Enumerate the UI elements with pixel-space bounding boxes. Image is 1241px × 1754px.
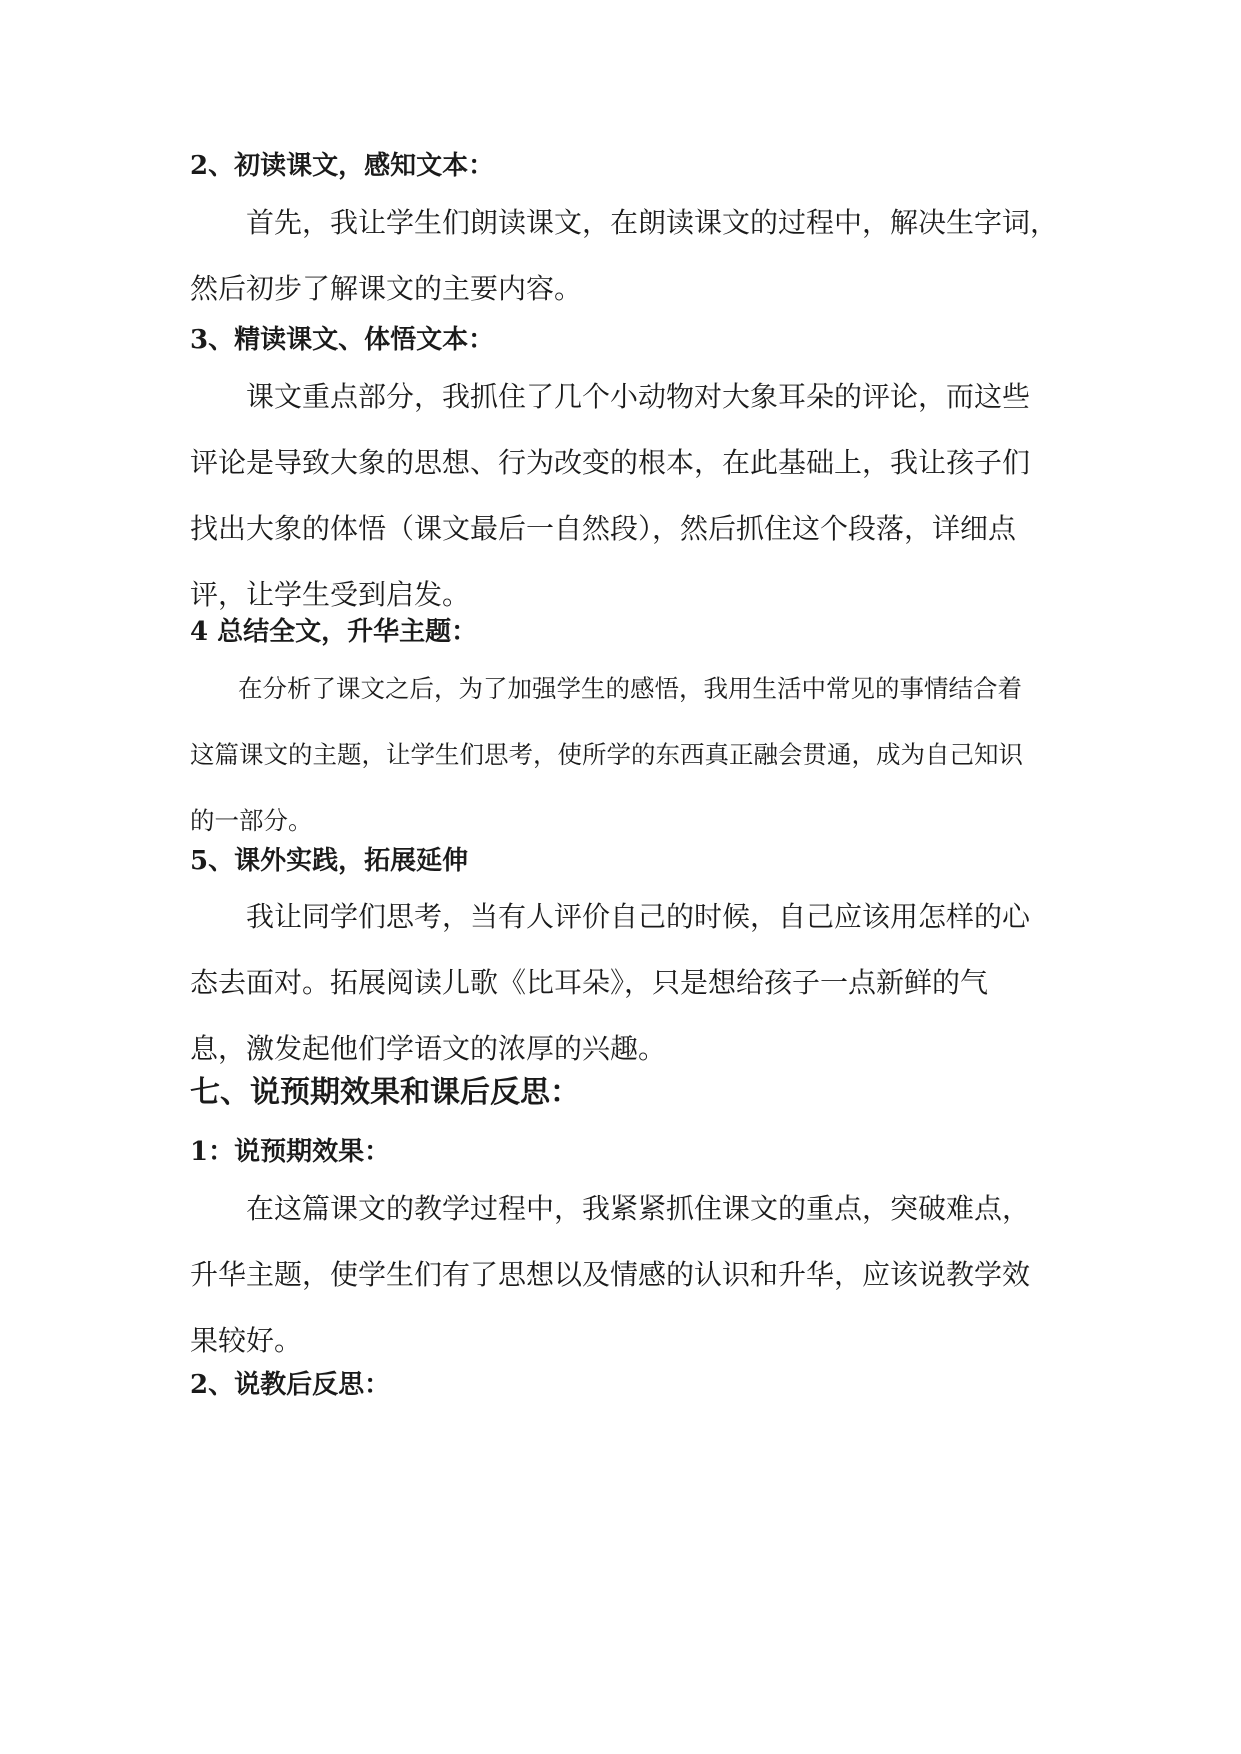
section-heading: 5、课外实践，拓展延伸	[190, 846, 469, 876]
paragraph-line: 我让同学们思考，当有人评价自己的时候，自己应该用怎样的心	[246, 900, 1031, 933]
paragraph-line: 果较好。	[190, 1324, 303, 1357]
section-heading: 1：说预期效果：	[190, 1137, 391, 1167]
paragraph-line: 首先，我让学生们朗读课文，在朗读课文的过程中，解决生字词，	[246, 206, 1059, 239]
chapter-heading: 七、说预期效果和课后反思：	[190, 1075, 580, 1110]
paragraph-line: 息，激发起他们学语文的浓厚的兴趣。	[190, 1032, 667, 1065]
paragraph	[190, 190, 1060, 322]
paragraph	[190, 1176, 1060, 1374]
section-heading: 4 总结全文，升华主题：	[190, 617, 478, 647]
paragraph	[190, 364, 1060, 628]
paragraph-line: 的一部分。	[190, 806, 313, 835]
section-heading: 2、说教后反思：	[190, 1370, 391, 1400]
paragraph	[190, 884, 1060, 1082]
paragraph-line: 在这篇课文的教学过程中，我紧紧抓住课文的重点，突破难点，	[246, 1192, 1031, 1225]
paragraph-line: 在分析了课文之后，为了加强学生的感悟，我用生活中常见的事情结合着	[238, 674, 1022, 703]
paragraph-line: 这篇课文的主题，让学生们思考，使所学的东西真正融会贯通，成为自己知识	[190, 740, 1023, 769]
paragraph-line: 找出大象的体悟（课文最后一自然段），然后抓住这个段落，详细点	[190, 512, 1017, 545]
paragraph-line: 课文重点部分，我抓住了几个小动物对大象耳朵的评论，而这些	[246, 380, 1031, 413]
section-heading: 3、精读课文、体悟文本：	[190, 325, 495, 355]
paragraph-line: 态去面对。拓展阅读儿歌《比耳朵》，只是想给孩子一点新鲜的气	[190, 966, 989, 999]
section-heading: 2、初读课文，感知文本：	[190, 151, 495, 181]
paragraph	[190, 656, 1060, 854]
paragraph-line: 评，让学生受到启发。	[190, 578, 471, 611]
paragraph-line: 升华主题，使学生们有了思想以及情感的认识和升华，应该说教学效	[190, 1258, 1031, 1291]
paragraph-line: 评论是导致大象的思想、行为改变的根本，在此基础上，我让孩子们	[190, 446, 1031, 479]
paragraph-line: 然后初步了解课文的主要内容。	[190, 272, 583, 305]
